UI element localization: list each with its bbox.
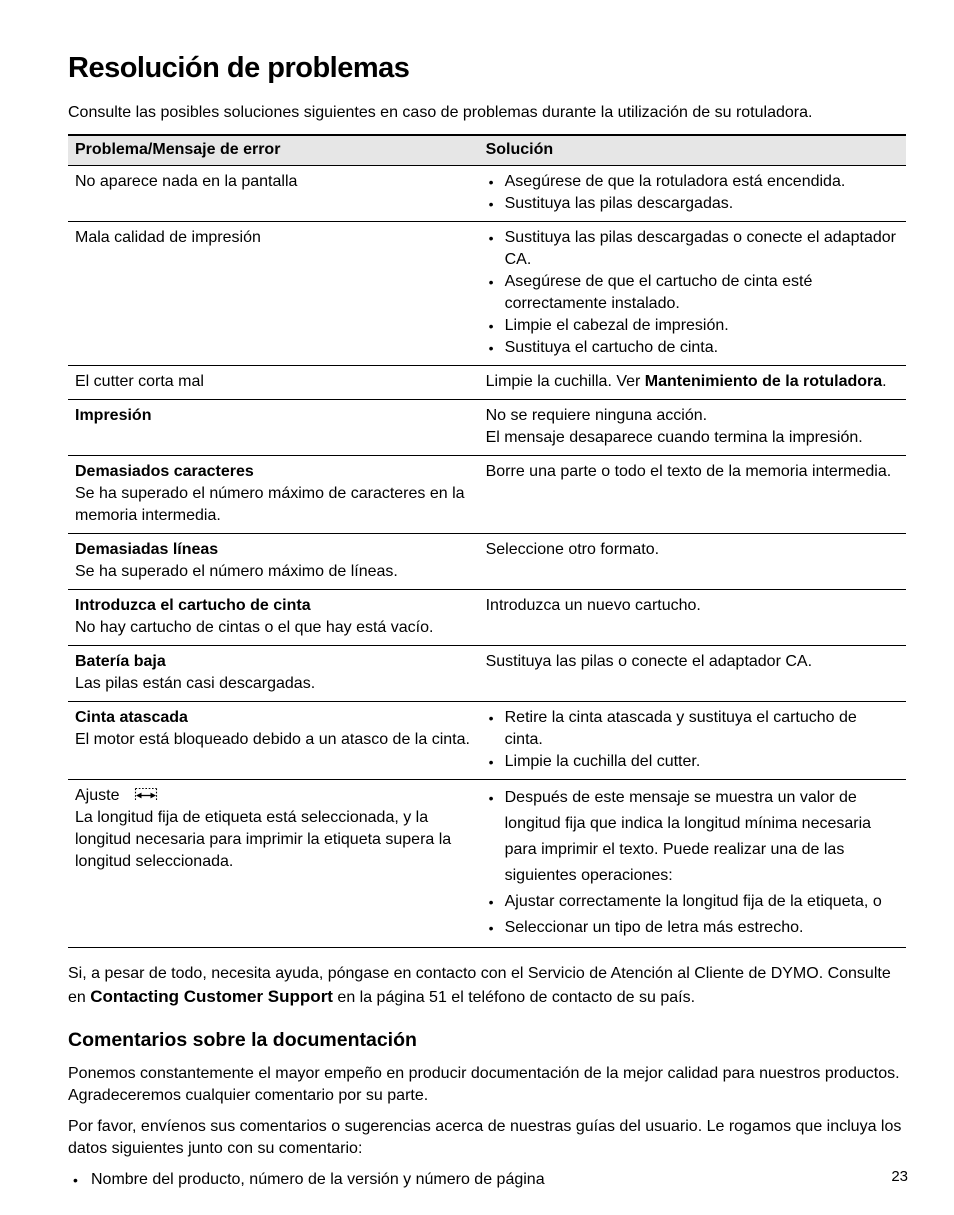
troubleshooting-table <box>68 134 906 948</box>
problem-title: Mala calidad de impresión <box>75 229 261 246</box>
problem-title: Batería baja <box>75 653 166 670</box>
solution-cell <box>479 702 906 780</box>
solution-cell <box>479 366 906 400</box>
problem-description: La longitud fija de etiqueta está seleccionada, y la longitud necesaria para imprimir la etiqueta supera la longitud seleccionada. <box>75 809 452 870</box>
solution-bullet: • Sustituya el cartucho de cinta. <box>486 337 898 359</box>
table-header-row <box>68 135 906 166</box>
solution-cell <box>479 646 906 702</box>
solution-bullet: • Limpie la cuchilla del cutter. <box>486 751 898 773</box>
solution-bullet: • Después de este mensaje se muestra un valor de longitud fija que indica la longitud mínima necesaria para imprimir el texto. Puede realizar una de las siguientes operaciones: <box>486 785 898 889</box>
solution-bullet: • Ajustar correctamente la longitud fija de la etiqueta, o <box>486 889 898 915</box>
column-header-solution: Solución <box>479 135 906 166</box>
support-text-bold: Contacting Customer Support <box>90 987 333 1006</box>
table-row <box>68 590 906 646</box>
solution-text-before: Limpie la cuchilla. Ver <box>485 373 645 390</box>
table-row <box>68 366 906 400</box>
solution-line: Introduzca un nuevo cartucho. <box>485 597 701 614</box>
solution-text <box>486 371 898 393</box>
problem-title: Cinta atascada <box>75 709 188 726</box>
solution-cell <box>479 400 906 456</box>
problem-cell <box>68 166 479 222</box>
solution-bullet-list <box>486 171 898 215</box>
problem-title-line <box>75 785 471 807</box>
solution-bullet: • Sustituya las pilas descargadas. <box>486 193 898 215</box>
solution-cell <box>479 166 906 222</box>
table-row <box>68 780 906 948</box>
problem-title: Introduzca el cartucho de cinta <box>75 597 311 614</box>
solution-bullet-list <box>486 785 898 941</box>
problem-description: Se ha superado el número máximo de caracteres en la memoria intermedia. <box>75 485 465 524</box>
problem-cell <box>68 366 479 400</box>
manual-page <box>68 52 906 1191</box>
solution-cell <box>479 456 906 534</box>
table-row <box>68 456 906 534</box>
support-text-after: en la página 51 el teléfono de contacto de su país. <box>332 989 696 1006</box>
problem-cell <box>68 456 479 534</box>
support-text-before: Si, a pesar de todo, necesita ayuda, póngase en contacto con el Servicio de Atención al Cliente de DYMO. Consulte en <box>68 965 891 1006</box>
solution-bullet: • Asegúrese de que la rotuladora está encendida. <box>486 171 898 193</box>
problem-cell <box>68 646 479 702</box>
feedback-heading: Comentarios sobre la documentación <box>68 1029 417 1051</box>
solution-cell <box>479 534 906 590</box>
table-row <box>68 166 906 222</box>
problem-cell <box>68 222 479 366</box>
solution-cell <box>479 780 906 948</box>
page-title: Resolución de problemas <box>68 52 410 84</box>
solution-line: El mensaje desaparece cuando termina la impresión. <box>485 429 863 446</box>
solution-line: Sustituya las pilas o conecte el adaptador CA. <box>485 653 813 670</box>
support-note <box>68 962 906 1009</box>
solution-text-after: . <box>882 373 887 390</box>
table-row <box>68 702 906 780</box>
solution-bullet: • Seleccionar un tipo de letra más estrecho. <box>486 915 898 941</box>
problem-title: Impresión <box>75 407 152 424</box>
problem-title: Demasiados caracteres <box>75 463 254 480</box>
solution-cell <box>479 222 906 366</box>
problem-description: No hay cartucho de cintas o el que hay está vacío. <box>75 619 434 636</box>
solution-line: No se requiere ninguna acción. <box>485 407 708 424</box>
solution-bullet-list <box>486 227 898 359</box>
solution-line: Seleccione otro formato. <box>485 541 660 558</box>
problem-cell <box>68 400 479 456</box>
solution-bullet: • Retire la cinta atascada y sustituya el cartucho de cinta. <box>486 707 898 751</box>
solution-line: Borre una parte o todo el texto de la memoria intermedia. <box>485 463 892 480</box>
table-row <box>68 222 906 366</box>
problem-cell <box>68 780 479 948</box>
problem-description: Se ha superado el número máximo de líneas. <box>75 563 398 580</box>
fixed-length-icon <box>133 787 159 802</box>
problem-description: El motor está bloqueado debido a un atasco de la cinta. <box>75 731 470 748</box>
intro-text: Consulte las posibles soluciones siguientes en caso de problemas durante la utilización de su rotuladora. <box>68 104 813 121</box>
table-row <box>68 400 906 456</box>
problem-title: No aparece nada en la pantalla <box>75 173 298 190</box>
solution-bullet: • Limpie el cabezal de impresión. <box>486 315 898 337</box>
problem-cell <box>68 702 479 780</box>
feedback-bullet-list <box>68 1169 906 1191</box>
table-row <box>68 646 906 702</box>
problem-title: Ajuste <box>75 787 120 804</box>
problem-cell <box>68 590 479 646</box>
problem-description: Las pilas están casi descargadas. <box>75 675 316 692</box>
feedback-bullet: • Nombre del producto, número de la versión y número de página <box>68 1169 906 1191</box>
problem-title: Demasiadas líneas <box>75 541 219 558</box>
feedback-paragraph: Ponemos constantemente el mayor empeño en producir documentación de la mejor calidad para nuestros productos. Agradeceremos cualquier comentario por su parte. <box>68 1065 900 1104</box>
solution-bullet-list <box>486 707 898 773</box>
problem-cell <box>68 534 479 590</box>
problem-title: El cutter corta mal <box>75 373 204 390</box>
solution-cell <box>479 590 906 646</box>
solution-text-bold: Mantenimiento de la rotuladora <box>644 373 883 390</box>
column-header-problem: Problema/Mensaje de error <box>68 135 479 166</box>
solution-bullet: • Asegúrese de que el cartucho de cinta esté correctamente instalado. <box>486 271 898 315</box>
page-number: 23 <box>891 1168 908 1185</box>
table-row <box>68 534 906 590</box>
feedback-paragraph: Por favor, envíenos sus comentarios o sugerencias acerca de nuestras guías del usuario. Le rogamos que incluya los datos siguientes junto con su comentario: <box>68 1118 902 1157</box>
solution-bullet: • Sustituya las pilas descargadas o conecte el adaptador CA. <box>486 227 898 271</box>
